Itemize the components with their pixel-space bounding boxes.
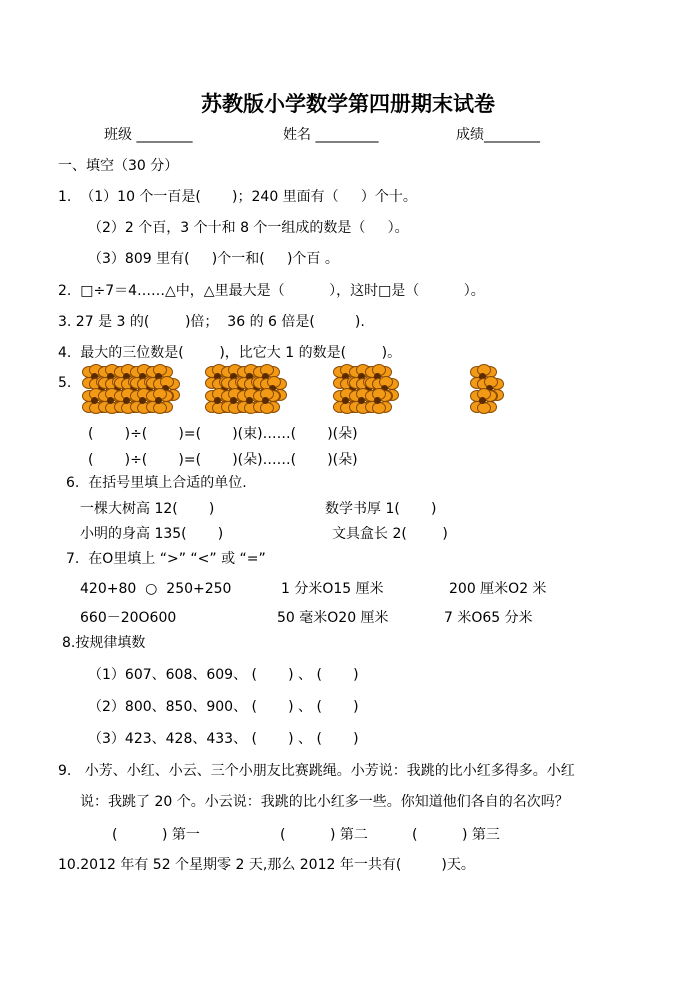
petal-shape bbox=[372, 402, 386, 414]
question-6-pencilcase: 文具盒长 2( ) bbox=[332, 526, 448, 542]
question-1-line-1: 1. （1）10 个一百是( )；240 里面有（ ）个十。 bbox=[58, 189, 417, 205]
flower-icon bbox=[470, 390, 496, 412]
question-3: 3. 27 是 3 的( )倍； 36 的 6 倍是( ). bbox=[58, 314, 365, 330]
flower-core-shape bbox=[479, 397, 486, 404]
flower-core-shape bbox=[342, 397, 349, 404]
question-6-tree: 一棵大树高 12( ) bbox=[80, 501, 215, 517]
question-10: 10.2012 年有 52 个星期零 2 天,那么 2012 年一共有( )天。 bbox=[58, 857, 475, 873]
question-9-second: ( ) 第二 bbox=[280, 827, 368, 843]
flower-core-shape bbox=[139, 397, 146, 404]
question-7-c: 200 厘米O2 米 bbox=[449, 581, 547, 597]
flower-icon bbox=[146, 390, 172, 412]
question-5-line-2: ( )÷( )=( )(朵)……( )(朵) bbox=[88, 452, 358, 468]
question-9-third: ( ) 第三 bbox=[412, 827, 500, 843]
flower-core-shape bbox=[246, 397, 253, 404]
flower-core-shape bbox=[155, 397, 162, 404]
flower-core-shape bbox=[91, 397, 98, 404]
question-7-a: 420+80 ○ 250+250 bbox=[80, 581, 232, 597]
page-title: 苏教版小学数学第四册期末试卷 bbox=[201, 92, 495, 116]
question-7-b: 1 分米O15 厘米 bbox=[281, 581, 384, 597]
question-7-f: 7 米O65 分米 bbox=[444, 610, 533, 626]
question-7-d: 660－20O600 bbox=[80, 610, 177, 626]
question-7-heading: 7. 在O里填上 “>” “<” 或 “=” bbox=[66, 551, 266, 567]
flower-core-shape bbox=[123, 397, 130, 404]
question-6-book: 数学书厚 1( ) bbox=[325, 501, 437, 517]
petal-shape bbox=[477, 402, 491, 414]
petal-shape bbox=[260, 402, 274, 414]
question-5-line-1: ( )÷( )=( )(束)……( )(朵) bbox=[88, 426, 358, 442]
class-field: 班级 ________ bbox=[104, 127, 193, 143]
name-field: 姓名 _________ bbox=[283, 127, 379, 143]
question-1-line-3: （3）809 里有( )个一和( )个百 。 bbox=[88, 251, 339, 267]
question-7-e: 50 毫米O20 厘米 bbox=[277, 610, 389, 626]
question-8-line-3: （3）423、428、433、 ( ) 、 ( ) bbox=[88, 731, 359, 747]
flower-core-shape bbox=[214, 397, 221, 404]
question-2: 2. □÷7＝4……△中，△里最大是（ ），这时□是（ ）。 bbox=[58, 283, 485, 299]
question-6-heading: 6. 在括号里填上合适的单位. bbox=[66, 475, 247, 491]
question-9-first: ( ) 第一 bbox=[112, 827, 200, 843]
flower-core-shape bbox=[230, 397, 237, 404]
flower-core-shape bbox=[358, 397, 365, 404]
score-field: 成绩________ bbox=[456, 127, 540, 143]
question-6-height: 小明的身高 135( ) bbox=[80, 526, 224, 542]
question-8-line-2: （2）800、850、900、 ( ) 、 ( ) bbox=[88, 699, 359, 715]
flower-core-shape bbox=[107, 397, 114, 404]
flower-icon bbox=[365, 390, 391, 412]
flower-icon bbox=[253, 390, 279, 412]
flower-core-shape bbox=[374, 397, 381, 404]
question-5-number: 5. bbox=[58, 375, 72, 391]
flower-core-shape bbox=[262, 397, 269, 404]
question-1-line-2: （2）2 个百，3 个十和 8 个一组成的数是（ ）。 bbox=[88, 220, 409, 236]
question-8-heading: 8.按规律填数 bbox=[62, 635, 146, 651]
question-9-line-2: 说：我跳了 20 个。小云说：我跳的比小红多一些。你知道他们各自的名次吗？ bbox=[80, 794, 569, 810]
question-4: 4. 最大的三位数是( )，比它大 1 的数是( )。 bbox=[58, 345, 402, 361]
petal-shape bbox=[153, 402, 167, 414]
question-8-line-1: （1）607、608、609、 ( ) 、 ( ) bbox=[88, 667, 359, 683]
section-heading: 一、填空（30 分） bbox=[58, 158, 179, 174]
question-9-line-1: 9. 小芳、小红、小云、三个小朋友比赛跳绳。小芳说：我跳的比小红多得多。小红 bbox=[58, 763, 575, 779]
